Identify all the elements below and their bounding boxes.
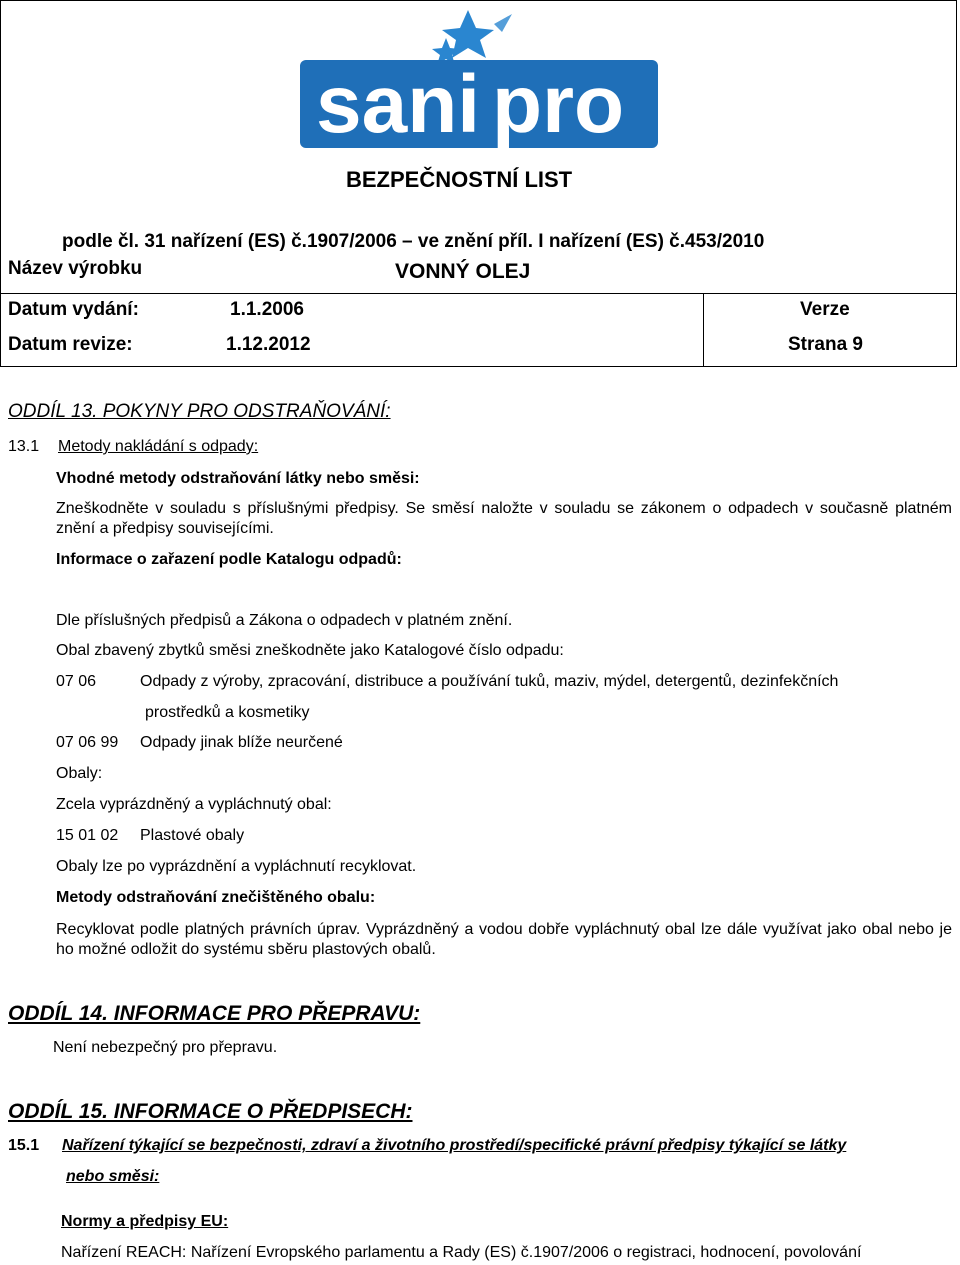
transport-text: Není nebezpečný pro přepravu. <box>53 1039 278 1056</box>
document-title: BEZPEČNOSTNÍ LIST <box>346 167 573 192</box>
waste-code-description: Odpady z výroby, zpracování, distribuce a používání tuků, maziv, mýdel, detergentů, dezinfekčních <box>140 673 839 690</box>
plastic-packaging-code: 15 01 02 <box>56 827 119 844</box>
section-13-heading: ODDÍL 13. POKYNY PRO ODSTRAŇOVÁNÍ: <box>8 401 391 422</box>
waste-code-description: Odpady jinak blíže neurčené <box>140 734 343 751</box>
plastic-packaging-description: Plastové obaly <box>140 827 245 844</box>
waste-catalog-heading: Informace o zařazení podle Katalogu odpadů: <box>56 551 402 568</box>
page-number: Strana 9 <box>788 334 863 355</box>
issue-date: 1.1.2006 <box>230 299 304 320</box>
issue-date-label: Datum vydání: <box>8 299 139 320</box>
waste-code-description-cont: prostředků a kosmetiky <box>145 704 310 721</box>
regulation-reference: podle čl. 31 nařízení (ES) č.1907/2006 – ve znění příl. I nařízení (ES) č.453/2010 <box>62 231 765 252</box>
packaging-label: Obaly: <box>56 765 103 782</box>
section-13-1-title: Metody nakládání s odpady: <box>58 438 259 455</box>
contaminated-packaging-heading: Metody odstraňování znečištěného obalu: <box>56 889 376 906</box>
waste-code: 07 06 <box>56 673 97 690</box>
section-15-heading: ODDÍL 15. INFORMACE O PŘEDPISECH: <box>8 1100 413 1123</box>
waste-code: 07 06 99 <box>56 734 119 751</box>
product-name: VONNÝ OLEJ <box>395 260 531 283</box>
header-column-divider <box>703 293 704 367</box>
waste-catalog-text: Dle příslušných předpisů a Zákona o odpadech v platném znění. <box>56 612 513 629</box>
contaminated-packaging-text: Recyklovat podle platných právních úprav. Vyprázdněný a vodou dobře vypláchnutý obal lze dále využívat jako obal nebo je ho možné odložit do systému sběru plastových obalů. <box>56 921 952 958</box>
disposal-methods-heading: Vhodné metody odstraňování látky nebo směsi: <box>56 470 420 487</box>
eu-standards-heading: Normy a předpisy EU: <box>61 1213 229 1230</box>
version-label: Verze <box>800 299 850 320</box>
product-label: Název výrobku <box>8 258 143 279</box>
section-13-1-number: 13.1 <box>8 438 40 455</box>
reach-regulation-text: Nařízení REACH: Nařízení Evropského parlamentu a Rady (ES) č.1907/2006 o registraci, hodnocení, povolování <box>61 1244 862 1261</box>
revision-date: 1.12.2012 <box>226 334 311 355</box>
recycle-text: Obaly lze po vyprázdnění a vypláchnutí recyklovat. <box>56 858 417 875</box>
logo-text-sani: sani <box>316 59 481 150</box>
section-14-heading: ODDÍL 14. INFORMACE PRO PŘEPRAVU: <box>8 1002 421 1025</box>
disposal-methods-text: Zneškodněte v souladu s příslušnými předpisy. Se směsí naložte v souladu se zákonem o odpadech v současně platném znění a předpisy souvisejícími. <box>56 500 952 537</box>
logo-text-pro: pro <box>492 59 625 150</box>
packaging-intro: Obal zbavený zbytků směsi zneškodněte jako Katalogové číslo odpadu: <box>56 642 564 659</box>
section-15-1-title-cont: nebo směsi: <box>66 1168 160 1185</box>
section-15-1-title: Nařízení týkající se bezpečnosti, zdraví a životního prostředí/specifické právní předpisy týkající se látky <box>62 1137 847 1154</box>
revision-date-label: Datum revize: <box>8 334 133 355</box>
section-15-1-number: 15.1 <box>8 1137 40 1154</box>
header-divider <box>1 293 956 294</box>
sanipro-logo <box>296 4 664 152</box>
empty-packaging-label: Zcela vyprázdněný a vypláchnutý obal: <box>56 796 332 813</box>
